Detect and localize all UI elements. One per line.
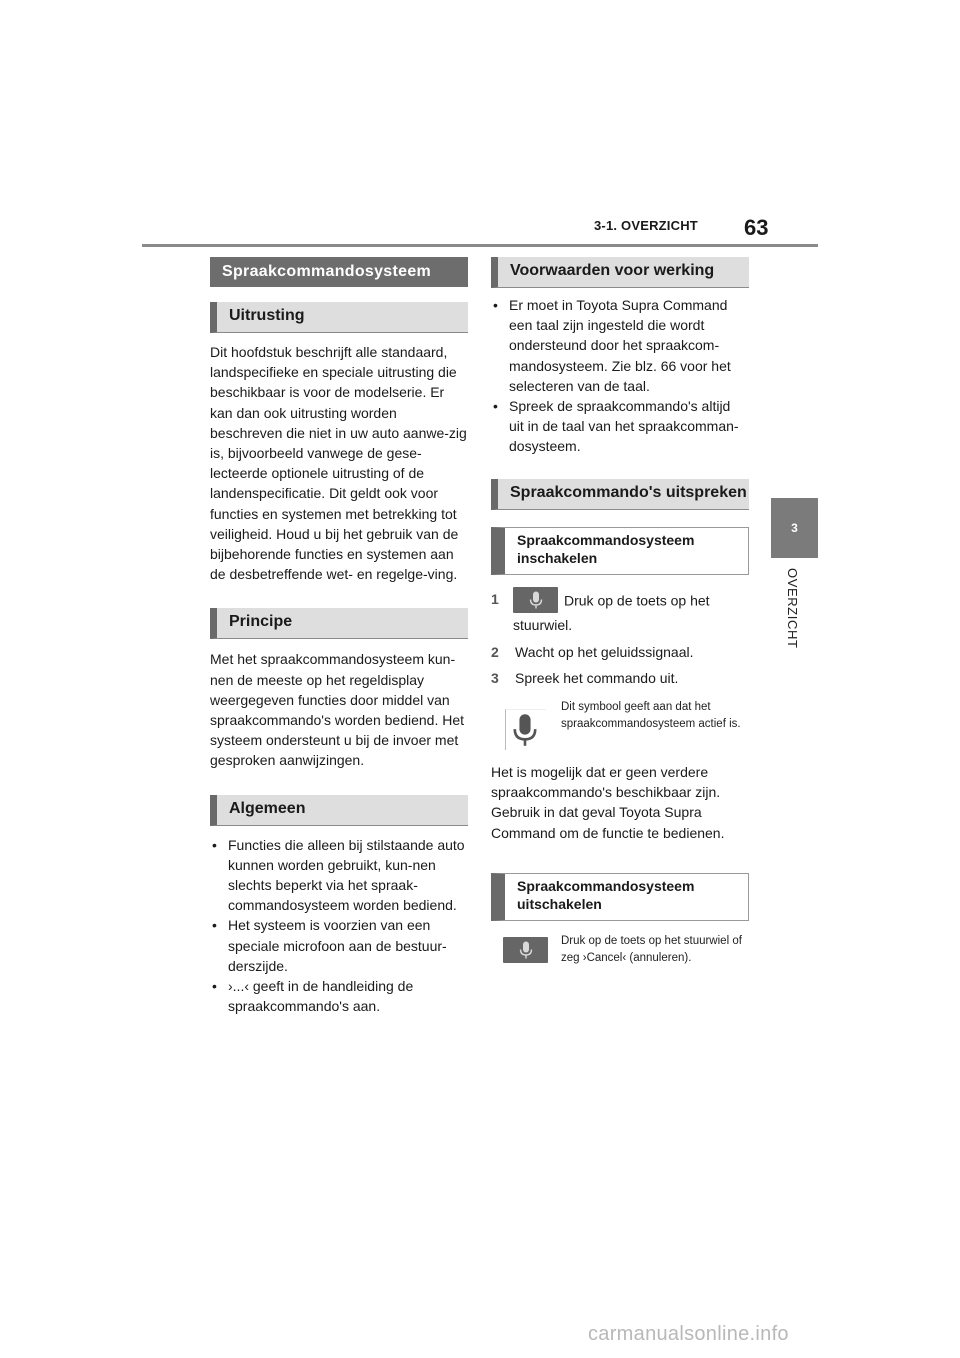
voice-button-image — [513, 587, 558, 613]
uitrusting-text: Dit hoofdstuk beschrijft alle standaard, landspecifieke en speciale uitrusting die beschikbaar is voor de modelserie. Er kan dan ook uitrusting worden beschreven die niet in uw auto aanwe-zig is, bijvoorbeeld vanwege de gese-lecteerde optionele uitrusting of de landenspecificatie. Dit geldt ook voor functies en systemen met betrekking tot veiligheid. Houd u bij het gebruik van de bijbehorende functies en systemen aan de desbetreffende wet- en regelge-ving. — [210, 344, 467, 583]
step-1 — [491, 587, 749, 635]
list-item: • Functies die alleen bij stilstaande auto kunnen worden gebruikt, kun-nen slechts beperkt via het spraak-commandosysteem worden bediend. — [210, 835, 468, 916]
step-number: 3 — [491, 669, 499, 686]
symbol-note-block — [491, 699, 749, 751]
heading-voorwaarden: Voorwaarden voor werking — [491, 257, 749, 288]
microphone-icon — [529, 591, 543, 609]
heading-algemeen: Algemeen — [210, 795, 468, 826]
principe-text: Met het spraakcommandosysteem kun-nen de meeste op het regeldisplay weergegeven functies door middel van spraakcommando's worden bediend. Het systeem ondersteunt u bij de invoer met gesproken aanwijzingen. — [210, 651, 465, 769]
symbol-image — [505, 709, 546, 750]
heading-uitrusting: Uitrusting — [210, 302, 468, 333]
list-item: • Spreek de spraakcommando's altijd uit in de taal van het spraakcomman-dosysteem. — [491, 396, 749, 457]
step-text: Spreek het commando uit. — [515, 669, 679, 686]
chapter-number: 3 — [791, 521, 798, 535]
header-divider — [142, 244, 818, 247]
chapter-tab — [771, 498, 818, 558]
step-text-continued: stuurwiel. — [513, 616, 573, 633]
subheading-inschakelen: Spraakcommandosysteem inschakelen — [491, 527, 749, 575]
step-number: 1 — [491, 590, 499, 607]
step-2 — [491, 642, 749, 662]
main-heading: Spraakcommandosysteem — [210, 257, 468, 287]
list-item: • ›...‹ geeft in de handleiding de spraakcommando's aan. — [210, 976, 468, 1016]
microphone-icon — [519, 941, 533, 959]
heading-principe: Principe — [210, 608, 468, 639]
list-item: • Er moet in Toyota Supra Command een taal zijn ingesteld die wordt ondersteund door het spraakcom-mandosysteem. Zie blz. 66 voor het selecteren van de taal. — [491, 295, 749, 396]
step-number: 2 — [491, 643, 499, 660]
voorwaarden-list — [491, 295, 749, 457]
step-text: Wacht op het geluidssignaal. — [515, 643, 694, 660]
chapter-label: OVERZICHT — [785, 568, 800, 649]
symbol-note: Dit symbool geeft aan dat het spraakcommandosysteem actief is. — [561, 700, 741, 730]
step-3 — [491, 668, 749, 688]
right-column — [491, 257, 749, 969]
voice-button-image — [503, 937, 548, 963]
uitschakelen-note-block — [491, 933, 749, 969]
list-item: • Het systeem is voorzien van een speciale microfoon aan de bestuur-derszijde. — [210, 915, 468, 976]
uitspreken-text: Het is mogelijk dat er geen verdere spraakcommando's beschikbaar zijn. Gebruik in dat geval Toyota Supra Command om de functie te bedienen. — [491, 763, 725, 841]
left-column — [210, 257, 468, 1016]
watermark: carmanualsonline.info — [588, 1323, 789, 1345]
page-number: 63 — [744, 215, 769, 240]
section-title: 3-1. OVERZICHT — [594, 218, 698, 233]
uitschakelen-note: Druk op de toets op het stuurwiel of zeg ›Cancel‹ (annuleren). — [561, 934, 742, 964]
subheading-uitschakelen: Spraakcommandosysteem uitschakelen — [491, 873, 749, 921]
microphone-icon — [512, 712, 538, 748]
algemeen-list — [210, 835, 468, 1017]
step-text: Druk op de toets op het — [564, 591, 710, 608]
heading-uitspreken: Spraakcommando's uitspreken — [491, 479, 749, 510]
